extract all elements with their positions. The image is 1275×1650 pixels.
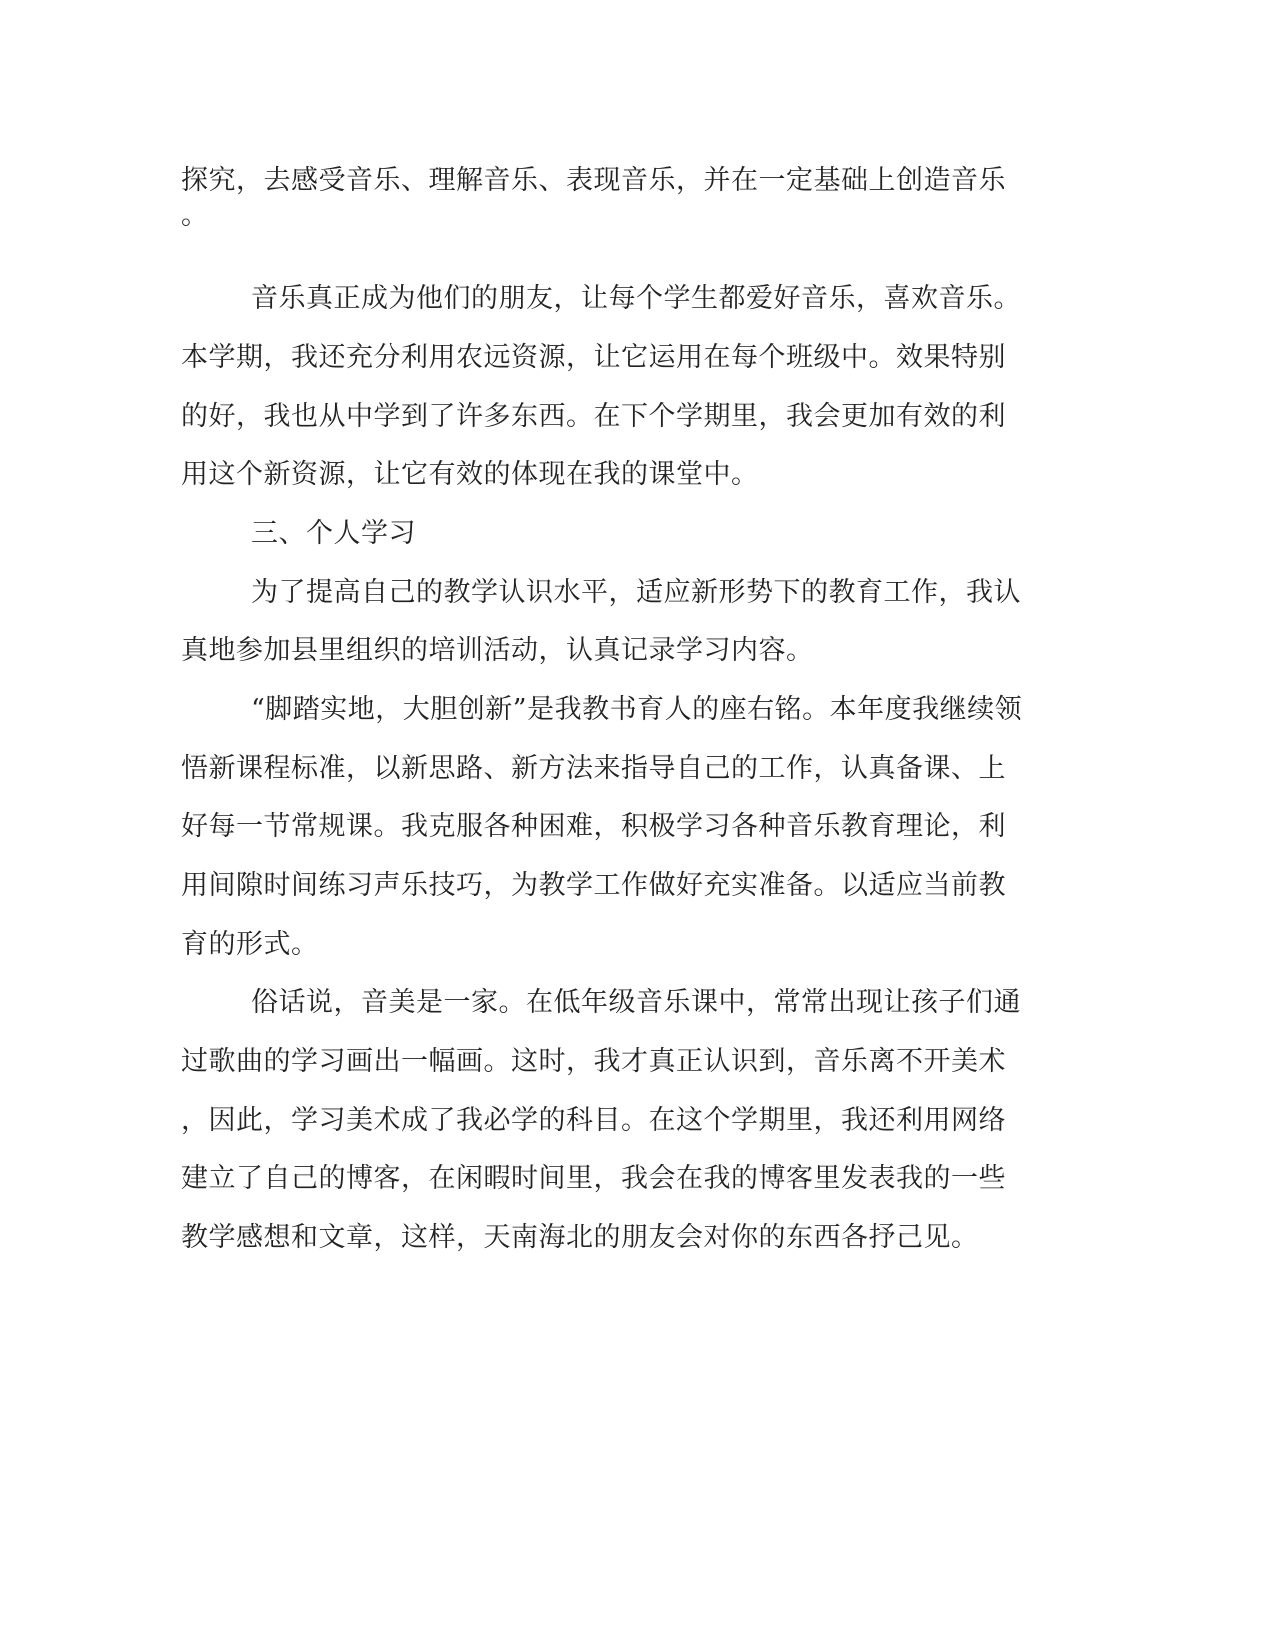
text-line: 本学期，我还充分利用农远资源，让它运用在每个班级中。效果特别 (181, 342, 1006, 373)
text-line: 育的形式。 (181, 929, 319, 960)
text-line: 过歌曲的学习画出一幅画。这时，我才真正认识到，音乐离不开美术 (181, 1046, 1006, 1077)
text-line: 。 (181, 200, 209, 231)
text-line: 探究，去感受音乐、理解音乐、表现音乐，并在一定基础上创造音乐 (181, 165, 1006, 196)
text-line: 用这个新资源，让它有效的体现在我的课堂中。 (181, 459, 759, 490)
text-line: 悟新课程标准，以新思路、新方法来指导自己的工作，认真备课、上 (181, 753, 1006, 784)
text-line: 建立了自己的博客，在闲暇时间里，我会在我的博客里发表我的一些 (181, 1163, 1006, 1194)
paragraph-first-line: 俗话说，音美是一家。在低年级音乐课中，常常出现让孩子们通 (251, 987, 1021, 1018)
paragraph-first-line: “脚踏实地，大胆创新”是我教书育人的座右铭。本年度我继续领 (251, 694, 1023, 725)
section-heading: 三、个人学习 (251, 518, 416, 549)
text-line: 教学感想和文章，这样，天南海北的朋友会对你的东西各抒己见。 (181, 1222, 979, 1253)
text-line: 好每一节常规课。我克服各种困难，积极学习各种音乐教育理论，利 (181, 811, 1006, 842)
text-line: 真地参加县里组织的培训活动，认真记录学习内容。 (181, 635, 814, 666)
text-line: 用间隙时间练习声乐技巧，为教学工作做好充实准备。以适应当前教 (181, 870, 1006, 901)
text-line: ，因此，学习美术成了我必学的科目。在这个学期里，我还利用网络 (181, 1105, 1006, 1136)
text-line: 的好，我也从中学到了许多东西。在下个学期里，我会更加有效的利 (181, 401, 1006, 432)
paragraph-first-line: 音乐真正成为他们的朋友，让每个学生都爱好音乐，喜欢音乐。 (251, 283, 1021, 314)
paragraph-first-line: 为了提高自己的教学认识水平，适应新形势下的教育工作，我认 (251, 577, 1021, 608)
